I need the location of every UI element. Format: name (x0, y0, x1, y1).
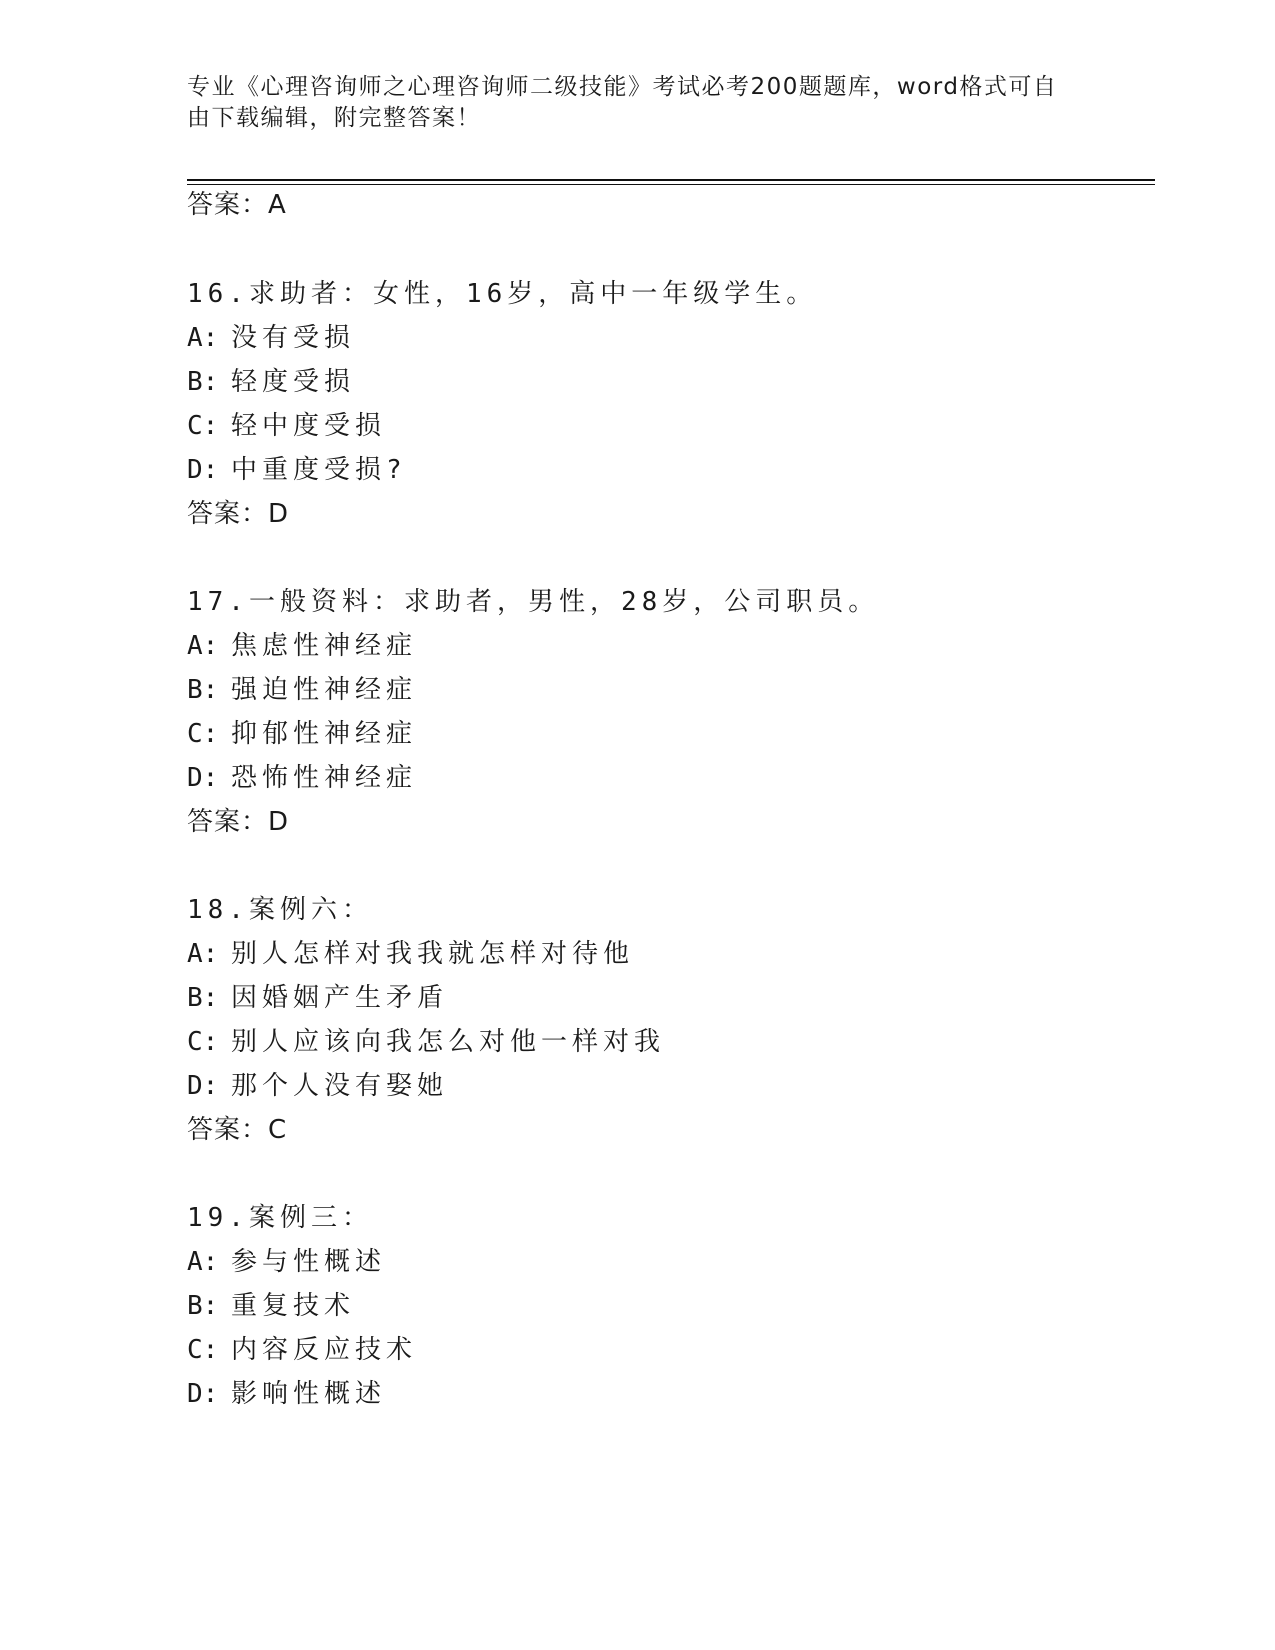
document-header: 专业《心理咨询师之心理咨询师二级技能》考试必考200题题库，word格式可自由下载编辑，附完整答案！ (187, 74, 1058, 131)
header-divider-thick (187, 179, 1155, 181)
question-16-option-d (187, 453, 407, 487)
question-17-option-d (187, 761, 417, 795)
previous-answer: 答案：A (187, 190, 287, 220)
option-label: C: (187, 1027, 219, 1057)
question-19-option-c (187, 1333, 417, 1367)
option-label: B: (187, 367, 219, 397)
question-17-answer: 答案：D (187, 807, 290, 837)
question-18-stem: 18.案例六： (187, 895, 373, 925)
option-text: 那个人没有娶她 (231, 1071, 449, 1101)
question-18-option-b (187, 981, 448, 1015)
question-18-option-c (187, 1025, 665, 1059)
question-18-option-d (187, 1069, 448, 1103)
option-label: D: (187, 455, 219, 485)
option-label: C: (187, 411, 219, 441)
question-19-option-a (187, 1245, 386, 1279)
question-16-stem: 16.求助者：女性，16岁，高中一年级学生。 (187, 279, 818, 309)
option-label: A: (187, 1247, 219, 1277)
question-18-option-a (187, 937, 634, 971)
question-17-stem: 17.一般资料：求助者，男性，28岁，公司职员。 (187, 587, 880, 617)
option-text: 强迫性神经症 (231, 675, 418, 705)
question-17-option-b (187, 673, 417, 707)
option-text: 因婚姻产生矛盾 (231, 983, 449, 1013)
option-label: B: (187, 675, 219, 705)
option-text: 影响性概述 (231, 1379, 387, 1409)
option-label: D: (187, 763, 219, 793)
option-label: D: (187, 1071, 219, 1101)
question-19-option-d (187, 1377, 386, 1411)
option-text: 参与性概述 (231, 1247, 387, 1277)
option-text: 抑郁性神经症 (231, 719, 418, 749)
option-label: D: (187, 1379, 219, 1409)
question-16-answer: 答案：D (187, 499, 290, 529)
option-text: 别人怎样对我我就怎样对待他 (231, 939, 635, 969)
option-label: A: (187, 939, 219, 969)
question-17-option-c (187, 717, 417, 751)
option-label: A: (187, 323, 219, 353)
option-label: C: (187, 719, 219, 749)
question-19-stem: 19.案例三： (187, 1203, 373, 1233)
option-text: 重复技术 (231, 1291, 356, 1321)
option-text: 焦虑性神经症 (231, 631, 418, 661)
question-16-option-c (187, 409, 386, 443)
question-16-option-b (187, 365, 355, 399)
question-18-answer: 答案：C (187, 1115, 288, 1145)
option-label: A: (187, 631, 219, 661)
option-text: 轻中度受损 (231, 411, 387, 441)
option-text: 别人应该向我怎么对他一样对我 (231, 1027, 666, 1057)
option-text: 轻度受损 (231, 367, 356, 397)
option-label: B: (187, 983, 219, 1013)
option-label: C: (187, 1335, 219, 1365)
option-text: 没有受损 (231, 323, 356, 353)
header-divider-thin (187, 184, 1155, 185)
option-text: 恐怖性神经症 (231, 763, 418, 793)
option-text: 内容反应技术 (231, 1335, 418, 1365)
option-label: B: (187, 1291, 219, 1321)
question-17-option-a (187, 629, 417, 663)
question-16-option-a (187, 321, 355, 355)
question-19-option-b (187, 1289, 355, 1323)
option-text: 中重度受损? (231, 455, 407, 485)
